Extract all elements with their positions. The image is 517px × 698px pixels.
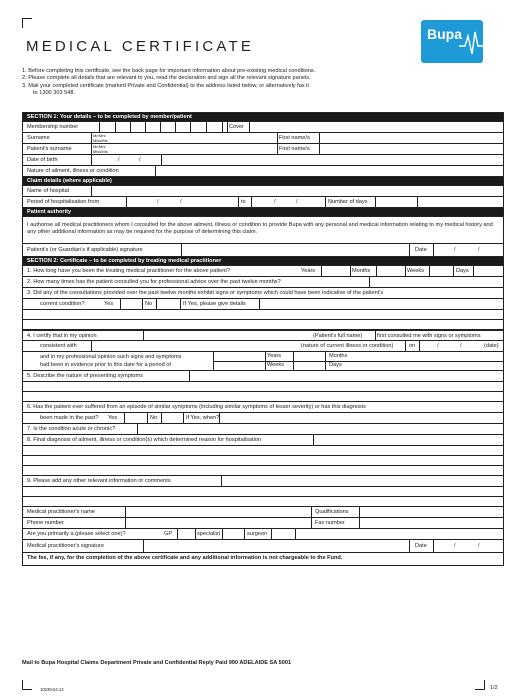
number-of-days-field[interactable]	[376, 198, 416, 206]
specialist-label: specialist	[197, 531, 221, 537]
ailment-field[interactable]	[156, 167, 504, 175]
phone-label: Phone number	[27, 520, 64, 526]
q6-yes-checkbox[interactable]	[125, 414, 146, 422]
q3-label: 3. Did any of the consultations provided over the past twelve months exhibit signs or symptoms which could have been indicative of the patient's	[27, 290, 384, 296]
q6-answer-row	[23, 413, 503, 424]
date-hint: (date)	[484, 343, 499, 349]
membership-number-field[interactable]	[100, 123, 222, 131]
authority-text-row	[23, 217, 503, 244]
gp-checkbox[interactable]	[178, 530, 194, 538]
surgeon-label: surgeon	[247, 531, 268, 537]
patient-signature-label: Patient's (or Guardian's if applicable) signature	[27, 247, 143, 253]
consistent-row	[23, 341, 503, 352]
period-row	[23, 197, 503, 208]
primarily-label: Are you primarily a (please select one)?	[27, 531, 126, 537]
ailment-label: Nature of ailment, illness or condition	[27, 168, 119, 174]
q1-years-field[interactable]	[322, 267, 349, 275]
title-options[interactable]: Mr/Mrs Miss/Ms	[93, 133, 108, 143]
q3-yes-label: Yes	[104, 301, 114, 307]
date-separator: /	[139, 157, 141, 163]
date-separator: /	[460, 343, 462, 349]
q6-when-label: If Yes, when?	[186, 415, 220, 421]
blank-line[interactable]	[23, 310, 503, 320]
claim-header	[23, 177, 503, 186]
q7-label: 7. Is the condition acute or chronic?	[27, 426, 116, 432]
q1-row	[23, 266, 503, 277]
period-to-field[interactable]	[252, 198, 324, 206]
blank-line[interactable]	[23, 497, 503, 507]
form-code: 10239-04.13	[40, 687, 64, 692]
claim-heading: Claim details (where applicable)	[27, 178, 112, 184]
authority-text: I authorise all medical practitioners whom I consulted for the above ailment, illness or condition to provide Bupa with any personal and medical information relating to my medical history and any other additional information as may be required for the purpose of determining this claim.	[27, 222, 493, 235]
q5-field[interactable]	[190, 372, 504, 380]
q9-row	[23, 476, 503, 487]
fee-note: The fee, if any, for the completion of the above certificate and any additional information is not chargeable to the Fund.	[27, 555, 343, 561]
patient-first-names-label: First name/s	[279, 146, 310, 152]
hospital-label: Name of hospital	[27, 188, 69, 194]
blank-line[interactable]	[23, 487, 503, 497]
practitioner-name-field[interactable]	[126, 508, 310, 516]
practitioner-date-field[interactable]	[434, 541, 504, 552]
opinion-weeks-label: Weeks	[267, 362, 284, 368]
patient-first-names-field[interactable]	[320, 145, 504, 153]
patient-full-name-hint: (Patient's full name)	[313, 333, 363, 339]
crop-mark-bottom-right	[475, 689, 485, 690]
crop-mark-bottom-left	[22, 689, 32, 690]
fee-note-row	[23, 553, 503, 565]
surname-field[interactable]	[115, 134, 276, 142]
blank-line[interactable]	[23, 456, 503, 466]
q6-cont-label: been made in the past?	[40, 415, 99, 421]
q3-no-label: No	[145, 301, 153, 307]
practitioner-name-row	[23, 507, 503, 518]
q3-answer-row	[23, 299, 503, 310]
q8-field[interactable]	[314, 436, 504, 444]
opinion-line-1: and in my professional opinion such signs and symptoms	[40, 354, 182, 360]
mail-address: Mail to Bupa Hospital Claims Department Private and Confidential Reply Paid 990 ADELAIDE SA 5001	[22, 660, 292, 666]
condition-hint: (nature of current illness or condition)	[301, 343, 394, 349]
blank-line[interactable]	[23, 466, 503, 476]
first-names-label: First name/s	[279, 135, 310, 141]
q1-weeks-label: Weeks	[407, 268, 424, 274]
patient-surname-label: Patient's surname	[27, 146, 72, 152]
practitioner-name-label: Medical practitioner's name	[27, 509, 95, 515]
fax-field[interactable]	[360, 519, 504, 527]
surname-row	[23, 133, 503, 144]
practitioner-signature-row	[23, 540, 503, 553]
practitioner-signature-label: Medical practitioner's signature	[27, 543, 104, 549]
q4-row	[23, 330, 503, 341]
authority-header	[23, 208, 503, 217]
section1-header	[23, 113, 503, 122]
q8-label: 8. Final diagnosis of ailment, illness or condition(s) which determined reason for hospitalisation	[27, 437, 262, 443]
blank-line[interactable]	[23, 446, 503, 456]
instruction-item: 3. Mail your completed certificate (marked Private and Confidential) to the address listed below, or alternatively fax it	[22, 82, 309, 89]
section2-heading: SECTION 2: Certificate – to be completed by treating medical practitioner	[27, 258, 222, 264]
q6-when-field[interactable]	[220, 414, 504, 422]
q6-yes-label: Yes	[108, 415, 118, 421]
dob-field[interactable]	[92, 156, 160, 164]
crop-mark-top	[22, 18, 32, 19]
q3-cont-label: current condition?	[40, 301, 85, 307]
patient-signature-field[interactable]	[182, 245, 408, 256]
page-number: 1/2	[490, 685, 498, 691]
q1-months-field[interactable]	[377, 267, 404, 275]
instruction-fax: to 1300 303 548.	[33, 90, 75, 97]
heartbeat-icon	[421, 20, 483, 63]
q1-label: 1. How long have you been the treating medical practitioner for the above patient?	[27, 268, 231, 274]
section1-heading: SECTION 1: Your details – to be completed by member/patient	[27, 114, 192, 120]
dob-row	[23, 155, 503, 166]
patient-surname-field[interactable]	[115, 145, 276, 153]
primarily-row	[23, 529, 503, 540]
page-title: MEDICAL CERTIFICATE	[26, 38, 255, 55]
blank-line[interactable]	[23, 382, 503, 392]
blank-line[interactable]	[23, 320, 503, 330]
instruction-item: 2. Please complete all details that are relevant to you, read the declaration and sign all the relevant signature panels.	[22, 75, 311, 82]
q7-row	[23, 424, 503, 435]
q6-no-label: No	[150, 415, 158, 421]
opinion-line-2: had been in evidence prior to this date for a period of	[40, 362, 171, 368]
date-separator: /	[180, 199, 182, 205]
q1-days-field[interactable]	[474, 267, 504, 275]
first-consulted-label: first consulted me with signs or symptoms	[377, 333, 481, 339]
hospital-row	[23, 186, 503, 197]
period-label: Period of hospitalisation from	[27, 199, 100, 205]
q5-row	[23, 371, 503, 382]
date-separator: /	[454, 247, 456, 253]
cover-field[interactable]	[250, 123, 504, 131]
specialist-checkbox[interactable]	[223, 530, 243, 538]
first-names-field[interactable]	[320, 134, 504, 142]
consistent-label: consistent with	[40, 343, 77, 349]
q1-weeks-field[interactable]	[430, 267, 452, 275]
q9-field[interactable]	[222, 477, 504, 485]
surgeon-checkbox[interactable]	[272, 530, 294, 538]
q3-yes-checkbox[interactable]	[121, 300, 141, 308]
authority-heading: Patient authority	[27, 209, 72, 215]
opinion-years-field[interactable]	[294, 353, 324, 361]
date-separator: /	[478, 543, 480, 549]
logo-text: Bupa	[427, 26, 462, 42]
cover-label: Cover	[229, 124, 244, 130]
hospital-field[interactable]	[92, 187, 504, 195]
phone-field[interactable]	[126, 519, 310, 527]
period-from-field[interactable]	[127, 198, 237, 206]
q9-label: 9. Please add any other relevant information or comments	[27, 478, 171, 484]
instructions	[22, 68, 502, 98]
qualifications-label: Qualifications	[315, 509, 349, 515]
phone-row	[23, 518, 503, 529]
ailment-row	[23, 166, 503, 177]
bupa-logo	[421, 20, 483, 63]
q1-years-label: Years	[301, 268, 316, 274]
opinion-months-field[interactable]	[353, 353, 503, 361]
to-label: to	[241, 199, 246, 205]
gp-label: GP	[164, 531, 173, 537]
membership-label: Membership number	[27, 124, 79, 130]
instruction-item	[22, 90, 502, 97]
patient-signature-row	[23, 244, 503, 257]
q6-no-checkbox[interactable]	[162, 414, 182, 422]
date-separator: /	[157, 199, 159, 205]
surname-label: Surname	[27, 135, 50, 141]
onset-date-field[interactable]	[420, 342, 480, 350]
q2-field[interactable]	[370, 278, 504, 286]
dob-label: Date of birth	[27, 157, 58, 163]
date-separator: /	[478, 247, 480, 253]
date-separator: /	[118, 157, 120, 163]
date-separator: /	[454, 543, 456, 549]
on-label: on	[409, 343, 416, 349]
fax-label: Fax number	[315, 520, 345, 526]
patient-surname-row	[23, 144, 503, 155]
patient-date-label: Date	[415, 247, 427, 253]
q6-row	[23, 402, 503, 413]
opinion-days-label: Days	[329, 362, 342, 368]
q2-label: 2. How many times has the patient consulted you for professional advice over the past twelve months?	[27, 279, 281, 285]
crop-mark-top	[22, 18, 23, 28]
q7-field[interactable]	[138, 425, 504, 433]
q6-label: 6. Has the patient ever suffered from an episode of similar symptoms (including similar symptoms of lesser severity) or has this diagnosis	[27, 404, 366, 410]
q1-months-label: Months	[352, 268, 371, 274]
date-separator: /	[274, 199, 276, 205]
date-separator: /	[296, 199, 298, 205]
q1-days-label: Days	[456, 268, 469, 274]
qualifications-field[interactable]	[360, 508, 504, 516]
days-label: Number of days	[328, 199, 368, 205]
title-options[interactable]: Mr/Mrs Miss/Ms	[93, 144, 108, 154]
q8-row	[23, 435, 503, 446]
q2-row	[23, 277, 503, 288]
date-separator: /	[437, 343, 439, 349]
patient-date-field[interactable]	[434, 245, 504, 256]
practitioner-signature-field[interactable]	[144, 541, 408, 552]
opinion-years-label: Years	[267, 353, 282, 359]
opinion-row	[23, 352, 503, 371]
practitioner-date-label: Date	[415, 543, 427, 549]
q3-row	[23, 288, 503, 299]
opinion-months-label: Months	[329, 353, 348, 359]
instruction-item: 1. Before completing this certificate, see the back page for important information about pre-existing medical conditions.	[22, 68, 316, 74]
q4-label: 4. I certify that in my opinion	[27, 333, 97, 339]
certificate-form	[22, 112, 504, 566]
q3-details-field[interactable]	[260, 300, 504, 308]
membership-row	[23, 122, 503, 133]
blank-line[interactable]	[23, 392, 503, 402]
q3-details-label: If Yes, please give details	[183, 301, 246, 307]
period-blank-field[interactable]	[214, 353, 264, 370]
section2-header	[23, 257, 503, 266]
q5-label: 5. Describe the nature of presenting symptoms	[27, 373, 143, 379]
q3-no-checkbox[interactable]	[157, 300, 179, 308]
